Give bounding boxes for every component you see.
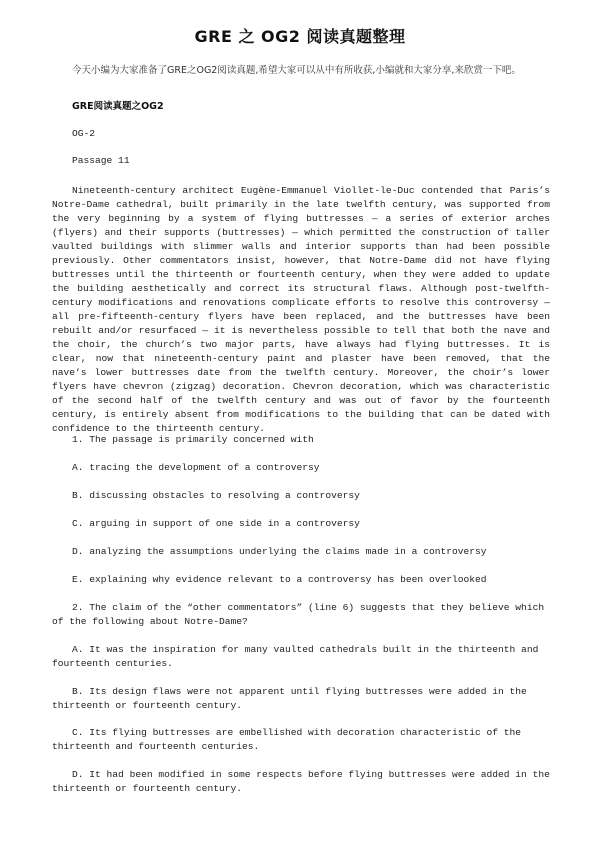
question-2-stem: 2. The claim of the “other commentators” (line 6) suggests that they believe which of the following about Notre-Dame?	[52, 602, 545, 627]
section-heading: GRE阅读真题之OG2	[72, 101, 164, 112]
source-label: OG-2	[72, 128, 96, 139]
question-1-option-b: B. discussing obstacles to resolving a controversy	[72, 490, 360, 501]
question-1-option-c: C. arguing in support of one side in a controversy	[72, 518, 360, 529]
question-2-option-d: D. It had been modified in some respects before flying buttresses were added in the thirteenth or fourteenth century.	[52, 769, 550, 794]
question-2-option-c: C. Its flying buttresses are embellished with decoration characteristic of the thirteenth and fourteenth centuries.	[52, 727, 522, 752]
passage-label: Passage 11	[72, 155, 130, 166]
question-1-option-d: D. analyzing the assumptions underlying the claims made in a controversy	[72, 546, 487, 557]
question-2-option-b: B. Its design flaws were not apparent until flying buttresses were added in the thirteenth or fourteenth century.	[52, 686, 527, 711]
document-title: GRE 之 OG2 阅读真题整理	[194, 27, 406, 46]
question-1-stem: 1. The passage is primarily concerned with	[72, 434, 314, 445]
question-1-option-a: A. tracing the development of a controversy	[72, 462, 320, 473]
intro-paragraph: 今天小编为大家准备了GRE之OG2阅读真题,希望大家可以从中有所收获,小编就和大家分享,来欣赏一下吧。	[72, 65, 521, 76]
passage-text: Nineteenth-century architect Eugène-Emmanuel Viollet-le-Duc contended that Paris’s Notre-Dame cathedral, built primarily in the late twelfth century, was supported from the very beginning by a system of flying buttresses — a series of exterior arches (flyers) and their supports (buttresses) — which permitted the construction of taller vaulted buildings with slimmer walls and interior supports than had been possible previously. Other commentators insist, however, that Notre-Dame did not have flying buttresses until the thirteenth or fourteenth century, when they were added to update the building aesthetically and correct its structural flaws. Although post-twelfth-century modifications and renovations complicate efforts to resolve this controversy — all pre-fifteenth-century flyers have been replaced, and the buttresses have been rebuilt and/or resurfaced — it is nevertheless possible to tell that both the nave and the choir, the church’s two major parts, have always had flying buttresses. It is clear, now that nineteenth-century paint and plaster have been removed, that the nave’s lower buttresses date from the twelfth century. Moreover, the choir’s lower flyers have chevron (zigzag) decoration. Chevron decoration, which was characteristic of the second half of the twelfth century and was out of favor by the fourteenth century, is entirely absent from modifications to the building that can be dated with confidence to the thirteenth century.	[52, 185, 550, 434]
question-1-option-e: E. explaining why evidence relevant to a controversy has been overlooked	[72, 574, 487, 585]
question-2-option-a: A. It was the inspiration for many vaulted cathedrals built in the thirteenth and fourteenth centuries.	[52, 644, 539, 669]
